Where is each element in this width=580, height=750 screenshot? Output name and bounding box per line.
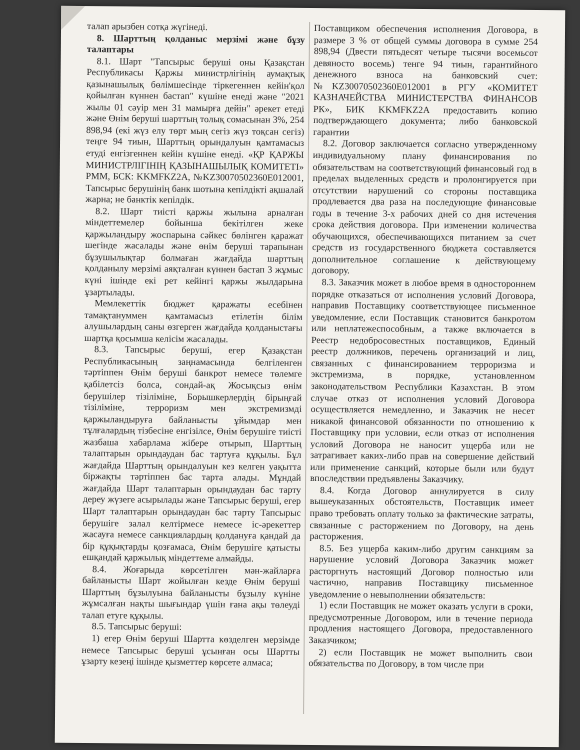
clause-8-5-1-ru: 1) если Поставщик не может оказать услуги в сроки, предусмотренные Договором, или в течение периода продления настоящего Договора, предоставленного Заказчиком; [308,601,534,647]
clause-8-3-ru: 8.3. Заказчик может в любое время в одностороннем порядке отказаться от исполнения условий Договора, направив Поставщику соответствующее письменное уведомление, если Поставщик становится банкротом или неплатежеспособным, а также включается в Реестр недобросовестных поставщиков, Единый реестр должников, перечень организаций и лиц, связанных с финансированием терроризма и экстремизма, в порядке, установленном законодательством Республики Казахстан. В этом случае отказ от исполнения условий Договора осуществляется немедленно, и Заказчик не несет никакой финансовой обязанности по отношению к Поставщику при условии, если отказ от исполнения условий Договора не наносит ущерба или не затрагивает каких-либо прав на совершение действий или применение санкций, которые были или будут впоследствии предъявлены Заказчику. [310,278,536,486]
clause-8-5-2-ru: 2) если Поставщик не может выполнить свои обязательства по Договору, в том числе при [308,647,533,671]
folded-corner [61,6,85,30]
clause-8-2-note-kz: Мемлекеттік бюджет қаражаты есебінен тамақтануммен қамтамасыз етілетін білім алушылардың саны өзгерген жағдайда қолданыстағы шартқа қосымша келісім жасалады. [84,299,303,346]
left-lead-text: талап арызбен сотқа жүгінеді. [86,22,208,34]
clause-8-2-kz: 8.2. Шарт тиісті қаржы жылына арналған міндеттемелер бойынша бекітілген жеке қаржыландыру жоспарына сәйкес бөлінген қаражат шегінде жасалады және өнім беруші тарапынан бұзушылықтар болмаған жағдайда шарттың қолданылу мерзімі аяқталған күннен бастап 3 жұмыс күні ішінде екі рет кейінгі қаржы жылдарына ұзартылады. [84,206,304,299]
clause-8-4-kz: 8.4. Жоғарыда көрсетілген мән-жайларға байланысты Шарт жойылған кезде Өнім беруші Шарттың бұзылуына байланысты бұзылу күніне жұмсалған нақты шығындар үшін ғана ақы төлеуді талап етуге құқылы. [81,564,301,622]
clause-8-4-ru: 8.4. Когда Договор аннулируется в силу вышеуказанных обстоятельств, Поставщик имеет право требовать оплату только за фактические затраты, связанные с расторжением по Договору, на день расторжения. [309,485,535,543]
clause-8-1-kz: 8.1. Шарт "Тапсырыс беруші оны Қазақстан Республикасы Қаржы министрлігінің аумақтық қазынашылық бөлімшесінде тіркегеннен кейін'қол қойылған күннен бастап" күшіне енеді және "2021 жылы 01 сәуір мен 31 мамырға дейін" әрекет етеді және Өнім беруші шарттың толық сомасынан 3%, 254 898,94 (екі жүз елу төрт мың сегіз жүз тоқсан сегіз) теңге 94 тиын, Шарттың орындалуын қамтамасыз етуді енгізгеннен кейін күшіне енеді. «ҚР ҚАРЖЫ МИНИСТРЛІГІНІҢ ҚАЗЫНАШЫЛЫҚ КОМИТЕТІ» РММ, БСК: KKMFKZ2A, №KZ30070502360E012001, Тапсырыс берушінің банк шотына кепілдікті ақшалай жарна; не банктік кепілдік. [85,56,305,207]
kazakh-column [81,22,305,671]
document-page [55,6,565,747]
clause-8-3-kz: 8.3. Тапсырыс беруші, егер Қазақстан Республикасының заңнамасында белгіленген тәртіппен Өнім беруші банкрот немесе төлемге қабілетсіз болса, сондай-ақ Жосықсыз өнім берушілер тізіліміне, Борышкерлердің бірыңғай тізіліміне, терроризм мен экстремизмді қаржыландыруға байланысты ұйымдар мен тұлғалардың тізбесіне енгізілсе, Өнім берушіге тиісті жазбаша хабарлама жібере отырып, Шарттың талаптарын орындаудан бас тартуға құқылы. Бұл жағдайда Шарттың орындалуын кез келген уақытта біржақты тәртіппен бас тарта алады. Мұндай жағдайда Шарт талаптарын орындаудан бас тарту дереу жүзеге асырылады және Тапсырыс беруші, егер Шарт талаптарын орындаудан бас тарту Тапсырыс берушіге залал келтірмесе немесе іс-әрекеттер жасауға немесе санкциялардың қолдануға қандай да бір құқықтарды қозғамаса, Өнім берушіге қатысты ешқандай қаржылық міндеттеме алмайды. [82,345,303,565]
clause-8-5-1-kz: 1) егер Өнім беруші Шартта көзделген мерзімде немесе Тапсырыс беруші ұсынған осы Шартты ұзарту кезеңі ішінде қызметтер көрсете алмаса; [81,634,300,669]
clause-8-5-ru: 8.5. Без ущерба каким-либо другим санкциям за нарушение условий Договора Заказчик может расторгнуть настоящий Договор полностью или частично, направив Поставщику письменное уведомление о невыполнении обязательств: [309,543,534,602]
clause-8-5-kz: 8.5. Тапсырыс беруші: [91,622,182,634]
russian-column [308,24,538,673]
section-heading: 8. Шарттың қолданыс мерзімі және бұзу талаптары [86,33,305,56]
clause-8-2-ru: 8.2. Договор заключается согласно утвержденному индивидуальному плану финансирования по обязательствам на соответствующий финансовый год в пределах выделенных средств и пролонгируется при отсутствии нарушений со стороны поставщика продлевается два раза на последующие финансовые годы в течение 3-х рабочих дней со дня истечения срока действия договора. При изменении количества обучающихся, обеспечивающихся питанием за счет средств из государственного бюджета составляется дополнительное соглашение к действующему договору. [311,139,538,277]
clause-8-1-ru-cont: Поставщиком обеспечения исполнения Договора, в размере 3 % от общей суммы договора в сумме 254 898,94 (Двести пятьдесят четыре тысячи восемьсот девяносто восемь) тенге 94 тиын, гарантийного денежного взноса на банковский счет: №KZ30070502360E012001 в РГУ «КОМИТЕТ КАЗНАЧЕЙСТВА МИНИСТЕРСТВА ФИНАНСОВ РК», БИК KKMFKZ2A предоставить копию подтверждающего документа; либо банковской гарантии [313,24,539,139]
